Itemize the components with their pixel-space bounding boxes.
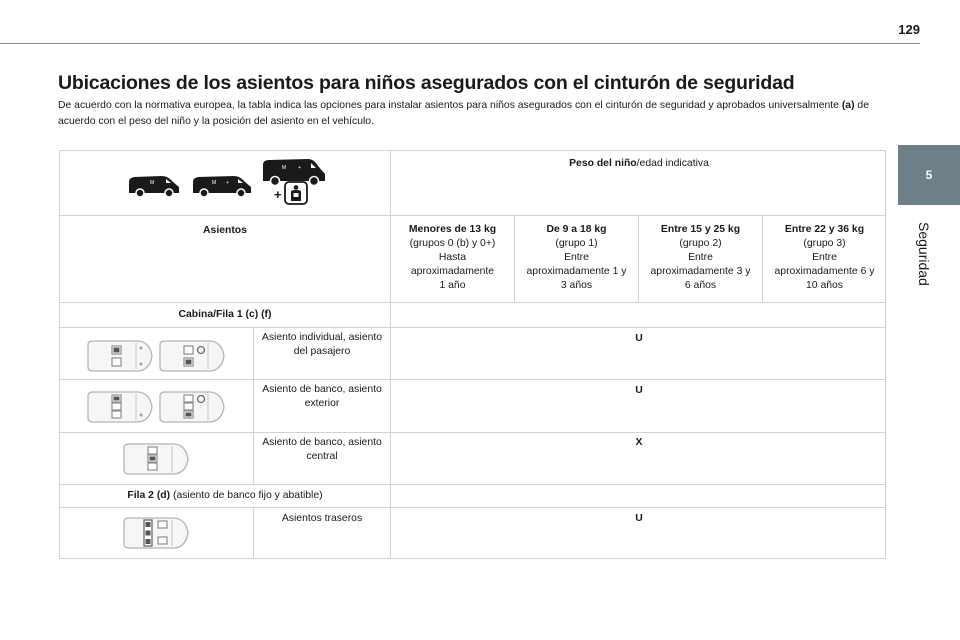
- seat-position-line: Asiento individual, asiento: [261, 332, 383, 343]
- group-age-line: 3 años: [560, 280, 593, 291]
- group-age-line: aproximadamente 3 y: [650, 266, 751, 277]
- group-header: [391, 223, 514, 293]
- group-weight: De 9 a 18 kg: [546, 224, 607, 235]
- group-label: (grupos 0 (b) y 0+): [409, 238, 496, 249]
- compatibility-value: U: [635, 333, 643, 344]
- section-row2-rest: (asiento de banco fijo y abatible): [170, 490, 323, 501]
- table-divider: [390, 151, 391, 558]
- van-medium-icon: [190, 174, 254, 198]
- section-row2: [60, 489, 390, 503]
- group-age-line: Entre: [564, 252, 589, 263]
- group-age-line: Hasta: [438, 252, 467, 263]
- group-label: (grupo 1): [555, 238, 598, 249]
- seat-position-line: central: [306, 451, 338, 462]
- group-header: [639, 223, 762, 293]
- car-top-view-icon: [156, 339, 226, 373]
- group-age-line: 6 años: [684, 280, 717, 291]
- intro-text-after: de acuerdo con el peso del niño y la posición del asiento en el vehículo.: [58, 100, 869, 127]
- section-row2-bold: Fila 2 (d): [127, 490, 171, 501]
- seats-column-header: Asientos: [203, 225, 247, 236]
- child-seat-table: [59, 150, 886, 559]
- car-top-view-icon: [156, 390, 226, 424]
- car-top-view-icon: [120, 442, 190, 476]
- weight-header: [391, 157, 887, 171]
- table-divider: [60, 484, 885, 485]
- seat-position-line: Asiento de banco, asiento: [262, 437, 382, 448]
- seat-position-label: [254, 331, 390, 359]
- table-divider: [60, 379, 885, 380]
- group-header: [515, 223, 638, 293]
- group-header: [763, 223, 886, 293]
- seat-position-line: Asientos traseros: [281, 513, 363, 524]
- car-top-view-icon: [120, 516, 190, 550]
- intro-paragraph: [58, 98, 888, 129]
- table-divider: [60, 302, 885, 303]
- section-cabin-row1: Cabina/Fila 1 (c) (f): [178, 309, 272, 320]
- compatibility-value: U: [635, 385, 643, 396]
- group-age-line: 1 año: [439, 280, 466, 291]
- svg-text:M: M: [282, 165, 287, 171]
- seat-position-line: Asiento de banco, asiento: [262, 384, 382, 395]
- group-age-line: 10 años: [806, 280, 843, 291]
- page-title: Ubicaciones de los asientos para niños asegurados con el cinturón de seguridad: [58, 72, 795, 94]
- svg-text:M: M: [212, 180, 217, 186]
- chapter-label: Seguridad: [916, 222, 932, 286]
- seat-position-line: del pasajero: [293, 346, 351, 357]
- svg-text:M: M: [150, 180, 155, 186]
- group-age-line: aproximadamente 1 y: [526, 266, 627, 277]
- group-age-line: aproximadamente: [410, 266, 495, 277]
- group-weight: Entre 15 y 25 kg: [660, 224, 741, 235]
- group-weight: Entre 22 y 36 kg: [784, 224, 865, 235]
- chapter-tab[interactable]: 5: [898, 145, 960, 205]
- car-top-view-icon: [84, 339, 154, 373]
- seat-position-label: [254, 436, 390, 464]
- svg-text:+: +: [226, 180, 229, 186]
- header-rule: [0, 43, 920, 44]
- plus-sign: +: [274, 187, 282, 202]
- svg-text:+: +: [298, 165, 301, 171]
- group-age-line: aproximadamente 6 y: [774, 266, 875, 277]
- table-divider: [60, 507, 885, 508]
- group-label: (grupo 2): [679, 238, 722, 249]
- group-weight: Menores de 13 kg: [408, 224, 497, 235]
- weight-header-rest: /edad indicativa: [636, 158, 709, 169]
- page-number: 129: [898, 22, 920, 37]
- table-divider: [60, 327, 885, 328]
- seat-position-label: [254, 512, 390, 526]
- seat-position-line: exterior: [304, 398, 340, 409]
- compatibility-value: X: [635, 437, 643, 448]
- group-age-line: Entre: [688, 252, 713, 263]
- van-short-icon: [126, 174, 182, 198]
- intro-text-before: De acuerdo con la normativa europea, la tabla indica las opciones para instalar asientos para niños asegurados con el cinturón de seguridad y aprobados universalmente: [58, 100, 842, 111]
- compatibility-value: U: [635, 513, 643, 524]
- weight-header-bold: Peso del niño: [569, 158, 637, 169]
- group-label: (grupo 3): [803, 238, 846, 249]
- child-seat-icon: [284, 181, 308, 205]
- table-divider: [60, 432, 885, 433]
- group-age-line: Entre: [812, 252, 837, 263]
- car-top-view-icon: [84, 390, 154, 424]
- seat-position-label: [254, 383, 390, 411]
- intro-ref-a: (a): [841, 100, 855, 111]
